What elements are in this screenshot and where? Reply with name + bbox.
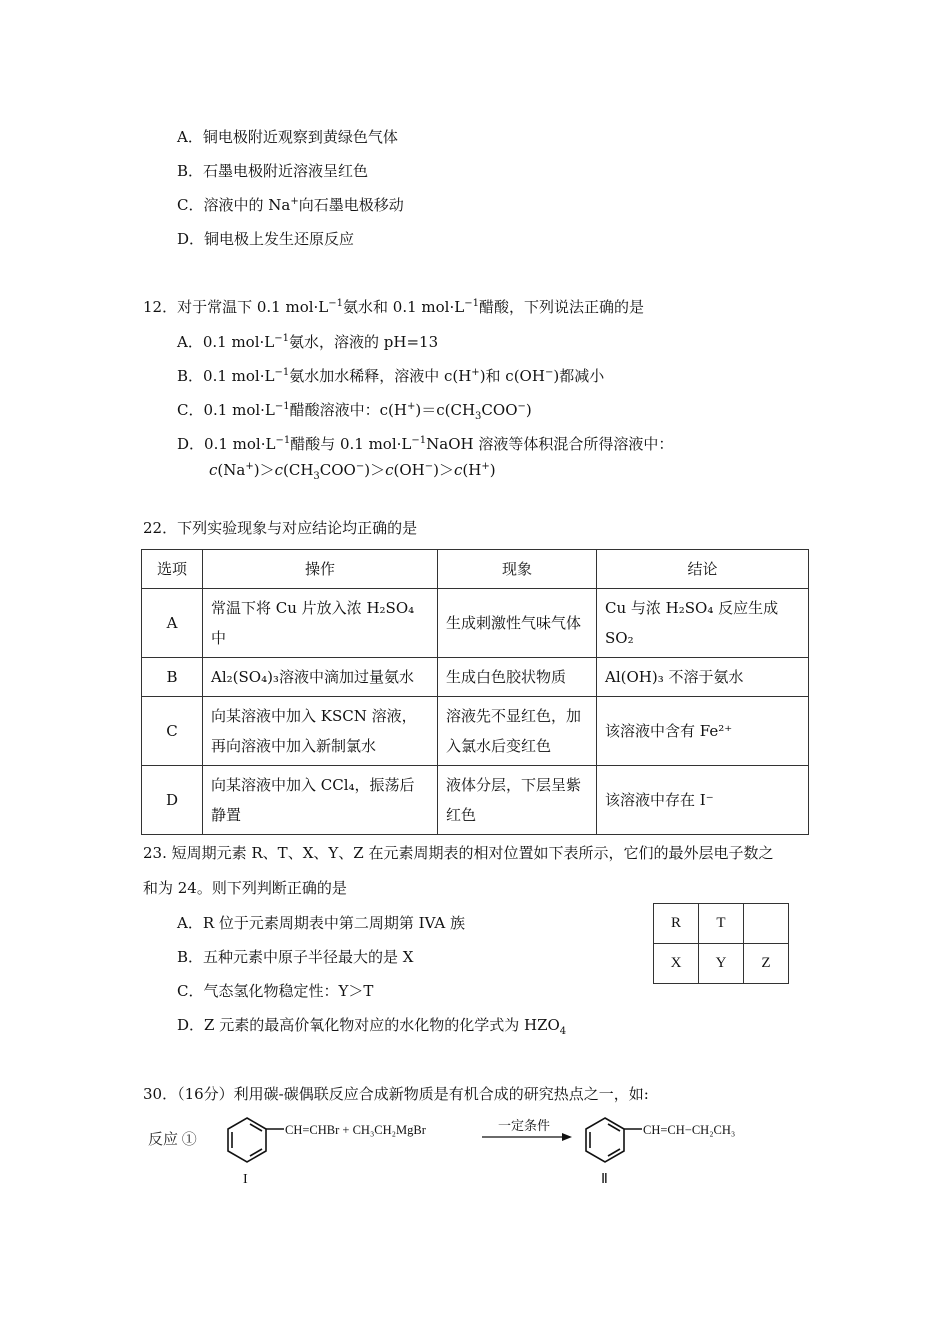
q12-option-d: D．0.1 $mol\cdot L^{-1}$醋酸与 0.1 $mol\cdot L^{-1}NaOH$ 溶液等体积混合所得溶液中： xyxy=(177,435,674,453)
reaction-label: 反应 ① xyxy=(148,1132,197,1148)
periodic-position-table xyxy=(653,903,789,984)
compound-label-1: I xyxy=(243,1172,248,1187)
table-header-row xyxy=(142,550,809,589)
benzene-ring-1 xyxy=(228,1118,284,1162)
q23-option-a: A．R 位于元素周期表中第二周期第 IVA 族 xyxy=(177,914,466,932)
table-row xyxy=(142,766,809,835)
row-conclusion: 该溶液中存在 I⁻ xyxy=(597,766,809,835)
q11-option-b: B．石墨电极附近溶液呈红色 xyxy=(177,162,369,180)
q23-option-b: B．五种元素中原子半径最大的是 X xyxy=(177,948,414,966)
row-phenomenon: 生成刺激性气味气体 xyxy=(438,589,597,658)
q23-option-c: C．气态氢化物稳定性：Y＞T xyxy=(177,982,374,1000)
row-operation: 向某溶液中加入 CCl₄，振荡后静置 xyxy=(203,766,438,835)
q11-option-c: C．溶液中的 Na+向石墨电极移动 xyxy=(177,196,404,214)
table-row xyxy=(142,697,809,766)
row-operation: 向某溶液中加入 KSCN 溶液，再向溶液中加入新制氯水 xyxy=(203,697,438,766)
row-option: C xyxy=(142,697,203,766)
element-cell xyxy=(744,904,789,944)
q12-option-a: A．0.1 $mol\cdot L^{-1}$氨水，溶液的 pH=13 xyxy=(177,333,439,351)
q12-option-b: B．0.1 $mol\cdot L^{-1}$氨水加水稀释，溶液中 c(H+)和 c(OH−)都减小 xyxy=(177,367,605,385)
row-operation: 常温下将 Cu 片放入浓 H₂SO₄ 中 xyxy=(203,589,438,658)
product-formula: CH=CH−CH₂CH₃ xyxy=(643,1123,736,1137)
reaction-scheme xyxy=(140,1110,780,1190)
q23-stem-line2: 和为 24。则下列判断正确的是 xyxy=(143,879,347,897)
q30-stem: 30．（16分）利用碳-碳偶联反应合成新物质是有机合成的研究热点之一，如: xyxy=(143,1085,649,1103)
header-option: 选项 xyxy=(142,550,203,589)
q22-stem: 22．下列实验现象与对应结论均正确的是 xyxy=(143,519,418,537)
row-option: B xyxy=(142,658,203,697)
header-conclusion: 结论 xyxy=(597,550,809,589)
q23-option-d: D．Z 元素的最高价氧化物对应的水化物的化学式为 $HZO_4$ xyxy=(177,1016,567,1037)
reaction-condition: 一定条件 xyxy=(498,1118,551,1133)
reactant-formula: CH=CHBr + CH₃CH₂MgBr xyxy=(285,1123,426,1137)
element-cell: R xyxy=(654,904,699,944)
row-conclusion: Al(OH)₃ 不溶于氨水 xyxy=(597,658,809,697)
row-conclusion: Cu 与浓 H₂SO₄ 反应生成 SO₂ xyxy=(597,589,809,658)
row-phenomenon: 溶液先不显红色，加入氯水后变红色 xyxy=(438,697,597,766)
q11-option-a: A．铜电极附近观察到黄绿色气体 xyxy=(177,128,398,146)
reaction-arrow-icon xyxy=(482,1133,572,1141)
row-phenomenon: 生成白色胶状物质 xyxy=(438,658,597,697)
q12-option-c: C．0.1 $mol\cdot L^{-1}$醋酸溶液中：$c(H^+)=c(CH_3COO^-)$ xyxy=(177,401,532,422)
q12-option-d-formula: $c(Na^+)>c(CH_3COO^-)>c(OH^-)>c(H^+)$ xyxy=(209,461,496,482)
header-operation: 操作 xyxy=(203,550,438,589)
row-phenomenon: 液体分层，下层呈紫红色 xyxy=(438,766,597,835)
q12-stem: 12．对于常温下 0.1 $mol\cdot L^{-1}$氨水和 0.1 $mol\cdot L^{-1}$醋酸，下列说法正确的是 xyxy=(143,298,644,316)
element-cell: T xyxy=(699,904,744,944)
element-cell: Z xyxy=(744,944,789,984)
row-operation: Al₂(SO₄)₃溶液中滴加过量氨水 xyxy=(203,658,438,697)
row-option: A xyxy=(142,589,203,658)
row-option: D xyxy=(142,766,203,835)
q11-option-d: D．铜电极上发生还原反应 xyxy=(177,230,355,248)
element-cell: X xyxy=(654,944,699,984)
element-cell: Y xyxy=(699,944,744,984)
benzene-ring-2 xyxy=(586,1118,642,1162)
header-phenomenon: 现象 xyxy=(438,550,597,589)
table-row xyxy=(142,658,809,697)
q23-stem-line1: 23. 短周期元素 R、T、X、Y、Z 在元素周期表的相对位置如下表所示，它们的最外层电子数之 xyxy=(143,844,774,862)
experiment-table xyxy=(141,549,809,835)
compound-label-2: Ⅱ xyxy=(601,1172,608,1187)
table-row xyxy=(142,589,809,658)
row-conclusion: 该溶液中含有 Fe²⁺ xyxy=(597,697,809,766)
